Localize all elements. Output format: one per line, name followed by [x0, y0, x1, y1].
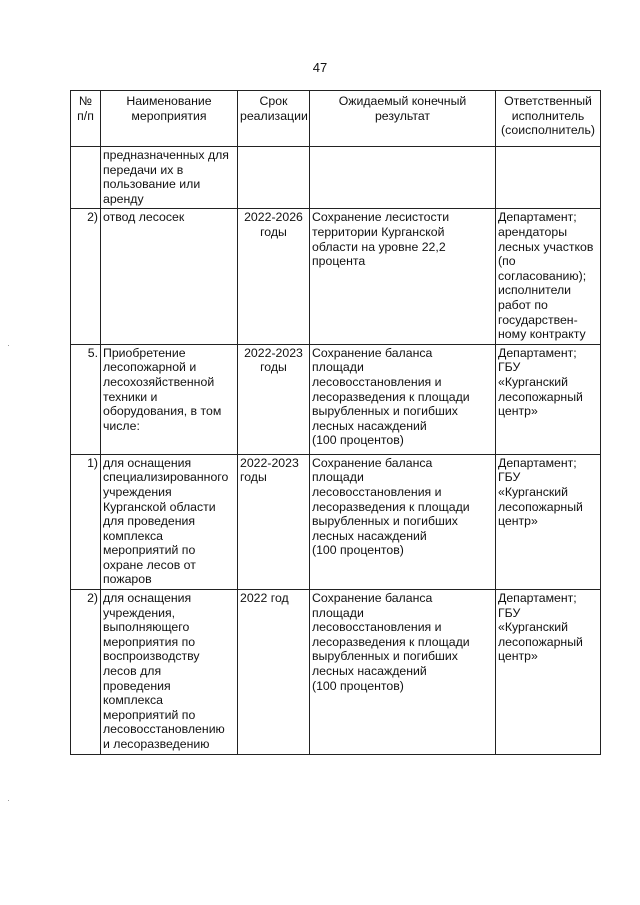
header-activity-name: Наименование мероприятия	[101, 91, 238, 147]
row-expected-result: Сохранение лесистости территории Курганской области на уровне 22,2 процента	[310, 209, 496, 344]
row-activity-name: отвод лесосек	[101, 209, 238, 344]
row-executor: Департамент; ГБУ «Курганский лесопожарный центр»	[496, 454, 601, 589]
table-row	[71, 590, 601, 755]
row-activity-name: для оснащения учреждения, выполняющего мероприятия по воспроизводству лесов для проведения комплекса мероприятий по лесовосстановлению и лесоразведению	[101, 590, 238, 755]
row-term: 2022-2023 годы	[238, 454, 310, 589]
row-expected-result: Сохранение баланса площади лесовосстановления и лесоразведения к площади вырубленных и погибших лесных насаждений (100 процентов)	[310, 590, 496, 755]
header-expected-result: Ожидаемый конечный результат	[310, 91, 496, 147]
scan-speck	[8, 345, 9, 346]
table-row	[71, 454, 601, 589]
row-executor	[496, 147, 601, 209]
scan-speck	[8, 800, 9, 801]
row-activity-name: предназначенных для передачи их в пользование или аренду	[101, 147, 238, 209]
row-executor: Департамент; арендаторы лесных участков (по согласованию); исполнители работ по государствен- ному контракту	[496, 209, 601, 344]
table-row	[71, 209, 601, 344]
row-activity-name: Приобретение лесопожарной и лесохозяйственной техники и оборудования, в том числе:	[101, 344, 238, 454]
table-row	[71, 344, 601, 454]
row-number: 5.	[71, 344, 101, 454]
row-number	[71, 147, 101, 209]
row-term	[238, 147, 310, 209]
row-number: 1)	[71, 454, 101, 589]
table-header-row	[71, 91, 601, 147]
header-executor: Ответственный исполнитель (соисполнитель)	[496, 91, 601, 147]
row-expected-result	[310, 147, 496, 209]
activities-table	[70, 90, 601, 755]
row-number: 2)	[71, 209, 101, 344]
row-expected-result: Сохранение баланса площади лесовосстановления и лесоразведения к площади вырубленных и погибших лесных насаждений (100 процентов)	[310, 344, 496, 454]
row-activity-name: для оснащения специализированного учреждения Курганской области для проведения комплекса мероприятий по охране лесов от пожаров	[101, 454, 238, 589]
row-number: 2)	[71, 590, 101, 755]
row-term: 2022 год	[238, 590, 310, 755]
table-row	[71, 147, 601, 209]
row-term: 2022-2026 годы	[238, 209, 310, 344]
page-number: 47	[312, 60, 328, 75]
row-executor: Департамент; ГБУ «Курганский лесопожарный центр»	[496, 590, 601, 755]
header-number: № п/п	[71, 91, 101, 147]
header-term: Срок реализации	[238, 91, 310, 147]
row-executor: Департамент; ГБУ «Курганский лесопожарный центр»	[496, 344, 601, 454]
row-expected-result: Сохранение баланса площади лесовосстановления и лесоразведения к площади вырубленных и погибших лесных насаждений (100 процентов)	[310, 454, 496, 589]
row-term: 2022-2023 годы	[238, 344, 310, 454]
